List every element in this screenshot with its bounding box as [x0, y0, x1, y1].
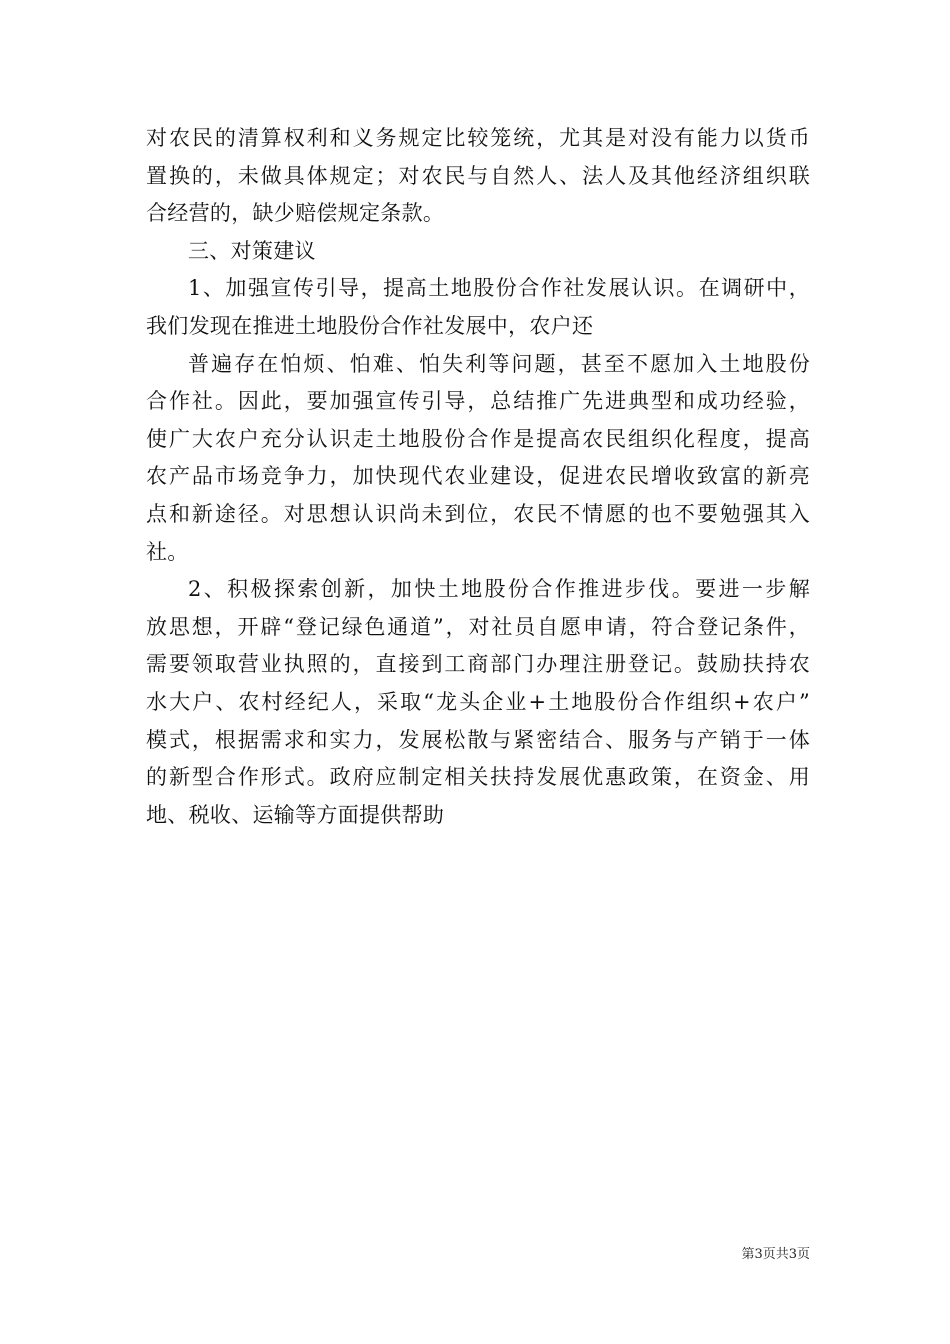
text-line: 点和新途径。对思想认识尚未到位，农民不情愿的也不要勉强其入 [146, 501, 810, 526]
text-line: 普遍存在怕烦、怕难、怕失利等问题，甚至不愿加入土地股份 [188, 351, 810, 376]
text-line: 1、加强宣传引导，提高土地股份合作社发展认识。在调研中， [188, 276, 810, 301]
text-line: 置换的，未做具体规定；对农民与自然人、法人及其他经济组织联 [146, 163, 810, 188]
text-line: 的新型合作形式。政府应制定相关扶持发展优惠政策，在资金、用 [146, 765, 810, 790]
page-number-footer: 第3页共3页 [741, 1247, 810, 1262]
text-line: 地、税收、运输等方面提供帮助 [146, 802, 445, 827]
text-line: 合作社。因此，要加强宣传引导，总结推广先进典型和成功经验， [146, 389, 810, 414]
text-line: 模式，根据需求和实力，发展松散与紧密结合、服务与产销于一体 [146, 727, 810, 752]
text-line: 对农民的清算权利和义务规定比较笼统，尤其是对没有能力以货币 [146, 126, 810, 150]
text-line: 使广大农户充分认识走土地股份合作是提高农民组织化程度，提高 [146, 426, 810, 451]
text-line: 放思想，开辟“登记绿色通道”，对社员自愿申请，符合登记条件， [146, 614, 810, 639]
text-line: 合经营的，缺少赔偿规定条款。 [146, 201, 445, 226]
text-line: 2、积极探索创新，加快土地股份合作推进步伐。要进一步解 [188, 577, 810, 602]
text-line: 水大户、农村经纪人，采取“龙头企业+土地股份合作组织+农户” [146, 689, 810, 714]
document-body [146, 120, 810, 834]
section-heading: 三、对策建议 [188, 238, 316, 263]
text-line: 农产品市场竞争力，加快现代农业建设，促进农民增收致富的新亮 [146, 464, 810, 489]
text-line: 需要领取营业执照的，直接到工商部门办理注册登记。鼓励扶持农 [146, 652, 810, 677]
text-line: 社。 [146, 539, 189, 564]
text-line: 我们发现在推进土地股份合作社发展中，农户还 [146, 313, 594, 338]
